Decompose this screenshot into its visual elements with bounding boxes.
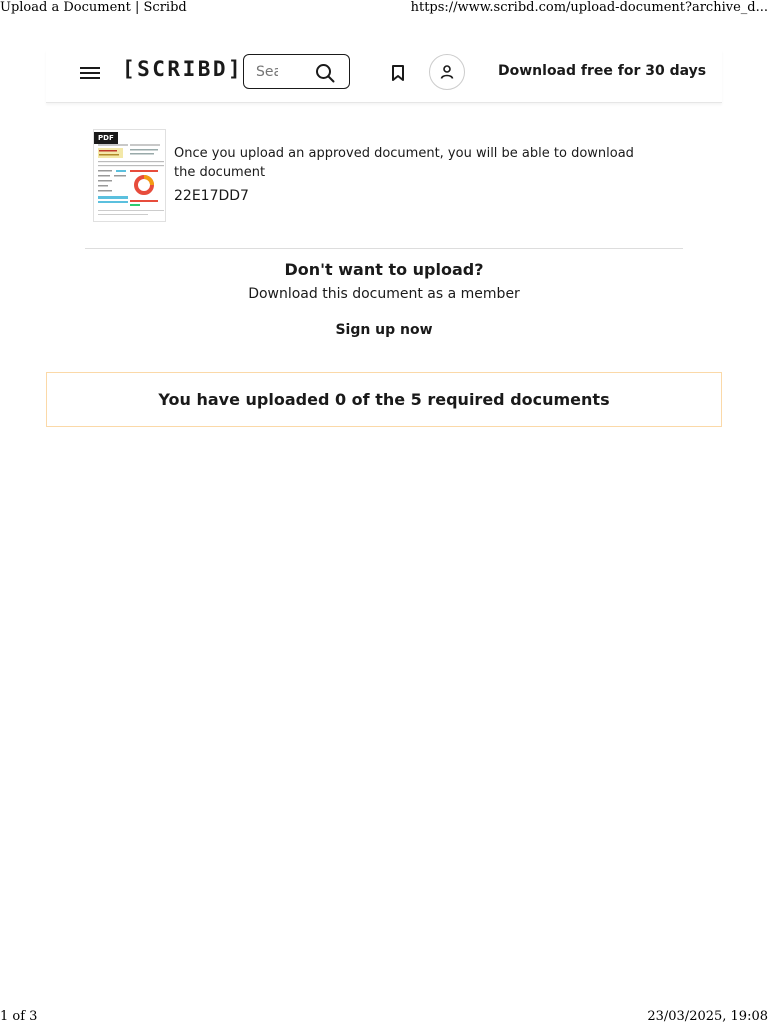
alternative-title: Don't want to upload? [284,260,484,279]
print-header-url: https://www.scribd.com/upload-document?archive_d... [410,0,768,15]
document-thumbnail[interactable] [93,129,166,222]
bookmark-icon[interactable] [390,64,406,82]
section-divider [85,248,683,249]
menu-icon[interactable] [79,64,101,82]
sign-up-button[interactable]: Sign up now [335,322,433,338]
print-footer-datetime: 23/03/2025, 19:08 [647,1009,768,1024]
pdf-badge: PDF [94,132,118,144]
account-button[interactable] [429,54,465,90]
print-header-title: Upload a Document | Scribd [0,0,187,15]
print-footer-page: 1 of 3 [0,1009,38,1024]
site-header [46,50,722,103]
search-icon[interactable] [315,63,335,83]
alternative-subtitle: Download this document as a member [248,286,520,302]
upload-status-banner [46,372,722,427]
upload-info-message: Once you upload an approved document, you will be able to download the document [174,146,634,180]
scribd-logo[interactable]: [SCRIBD] [122,57,244,81]
upload-status-text: You have uploaded 0 of the 5 required documents [158,390,610,409]
user-icon [439,64,455,80]
search-input[interactable] [256,62,278,82]
download-free-button[interactable]: Download free for 30 days [498,63,707,79]
document-card [93,129,683,224]
search-box[interactable] [243,54,350,89]
document-code: 22E17DD7 [174,188,249,204]
